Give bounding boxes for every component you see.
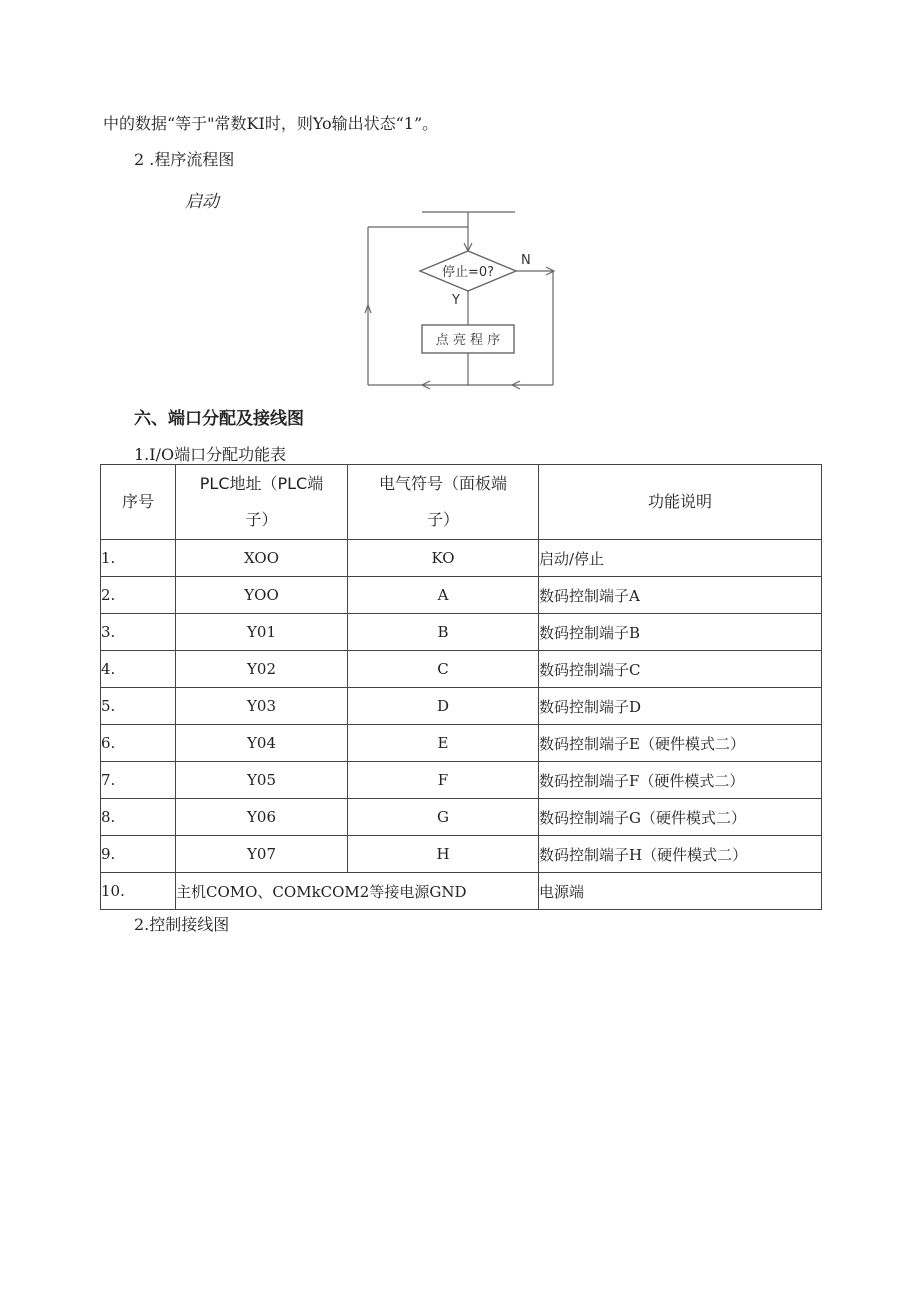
cell-func: 数码控制端子F（硬件模式二） (539, 762, 822, 799)
table-row (101, 577, 822, 614)
cell-plc: Y01 (176, 614, 348, 651)
cell-idx: 5. (101, 688, 176, 725)
header-plc (176, 465, 348, 540)
cell-idx: 9. (101, 836, 176, 873)
program-flowchart (360, 205, 570, 390)
cell-elec: KO (348, 540, 539, 577)
table-row (101, 799, 822, 836)
cell-func: 数码控制端子C (539, 651, 822, 688)
cell-idx: 2. (101, 577, 176, 614)
table-row (101, 540, 822, 577)
cell-idx: 6. (101, 725, 176, 762)
table-row (101, 762, 822, 799)
cell-func: 数码控制端子D (539, 688, 822, 725)
cell-idx: 10. (101, 873, 176, 910)
table-row (101, 836, 822, 873)
cell-plc: Y07 (176, 836, 348, 873)
wiring-section-heading: 2.控制接线图 (134, 915, 230, 934)
cell-idx: 1. (101, 540, 176, 577)
no-label: N (521, 253, 531, 268)
table-row (101, 614, 822, 651)
cell-func: 数码控制端子B (539, 614, 822, 651)
intro-line: 中的数据“等于"常数KI时，则Yo输出状态“1”。 (103, 114, 439, 133)
decision-label: 停止=0? (441, 265, 495, 280)
table-row (101, 688, 822, 725)
cell-elec: G (348, 799, 539, 836)
cell-plc: XOO (176, 540, 348, 577)
cell-plc: Y02 (176, 651, 348, 688)
header-elec-line2: 子） (426, 510, 459, 529)
header-func: 功能说明 (539, 465, 822, 540)
cell-plc: YOO (176, 577, 348, 614)
cell-elec: B (348, 614, 539, 651)
table-header-row (101, 465, 822, 540)
table-row (101, 873, 822, 910)
cell-plc: Y03 (176, 688, 348, 725)
cell-func: 电源端 (539, 873, 822, 910)
cell-plc: Y06 (176, 799, 348, 836)
table-row (101, 651, 822, 688)
cell-elec: H (348, 836, 539, 873)
header-idx: 序号 (101, 465, 176, 540)
flowchart-start-label: 启动 (185, 192, 219, 212)
cell-merged: 主机COMO、COMkCOM2等接电源GND (176, 873, 539, 910)
cell-elec: F (348, 762, 539, 799)
cell-elec: A (348, 577, 539, 614)
cell-func: 数码控制端子E（硬件模式二） (539, 725, 822, 762)
table-caption: 1.I/O端口分配功能表 (134, 445, 287, 464)
cell-idx: 4. (101, 651, 176, 688)
header-plc-line1: PLC地址（PLC端 (199, 474, 324, 493)
header-plc-line2: 子） (245, 510, 278, 529)
cell-elec: D (348, 688, 539, 725)
cell-plc: Y04 (176, 725, 348, 762)
ports-section-heading: 六、端口分配及接线图 (134, 409, 304, 429)
io-assignment-table (100, 464, 822, 910)
cell-func: 启动/停止 (539, 540, 822, 577)
header-elec-line1: 电气符号（面板端 (378, 474, 507, 493)
process-label: 点 亮 程 序 (435, 333, 501, 348)
cell-idx: 3. (101, 614, 176, 651)
yes-label: Y (452, 293, 460, 308)
cell-idx: 8. (101, 799, 176, 836)
cell-elec: C (348, 651, 539, 688)
cell-idx: 7. (101, 762, 176, 799)
cell-func: 数码控制端子A (539, 577, 822, 614)
cell-func: 数码控制端子H（硬件模式二） (539, 836, 822, 873)
cell-plc: Y05 (176, 762, 348, 799)
header-elec (348, 465, 539, 540)
flowchart-heading: 2 .程序流程图 (134, 150, 235, 169)
cell-elec: E (348, 725, 539, 762)
table-row (101, 725, 822, 762)
cell-func: 数码控制端子G（硬件模式二） (539, 799, 822, 836)
